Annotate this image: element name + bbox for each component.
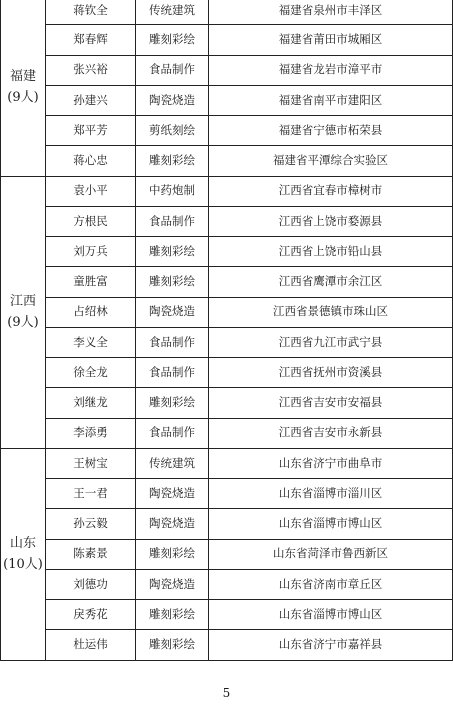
craft-cell: 传统建筑 <box>136 448 209 478</box>
place-cell: 福建省南平市建阳区 <box>209 85 453 115</box>
craft-cell: 剪纸刻绘 <box>136 116 209 146</box>
table-row <box>1 267 453 297</box>
place-cell: 江西省鹰潭市余江区 <box>209 267 453 297</box>
name-cell: 袁小平 <box>46 176 136 206</box>
craft-cell: 雕刻彩绘 <box>136 600 209 630</box>
name-cell: 徐全龙 <box>46 358 136 388</box>
table-row <box>1 25 453 55</box>
place-cell: 江西省九江市武宁县 <box>209 327 453 357</box>
craft-cell: 陶瓷烧造 <box>136 569 209 599</box>
table-row <box>1 0 453 25</box>
table-row <box>1 539 453 569</box>
place-cell: 山东省淄博市博山区 <box>209 509 453 539</box>
table-row <box>1 237 453 267</box>
craft-cell: 传统建筑 <box>136 0 209 25</box>
craft-cell: 中药炮制 <box>136 176 209 206</box>
page-number: 5 <box>222 686 231 700</box>
name-cell: 陈素景 <box>46 539 136 569</box>
place-cell: 福建省莆田市城厢区 <box>209 25 453 55</box>
place-cell: 江西省宜春市樟树市 <box>209 176 453 206</box>
table-row <box>1 176 453 206</box>
province-cell <box>1 0 46 176</box>
name-cell: 占绍林 <box>46 297 136 327</box>
name-cell: 刘德功 <box>46 569 136 599</box>
province-count: (9人) <box>7 89 39 105</box>
name-cell: 蒋心忠 <box>46 146 136 176</box>
craft-cell: 食品制作 <box>136 327 209 357</box>
place-cell: 江西省吉安市永新县 <box>209 418 453 448</box>
craft-cell: 雕刻彩绘 <box>136 25 209 55</box>
craft-cell: 雕刻彩绘 <box>136 267 209 297</box>
name-cell: 李添勇 <box>46 418 136 448</box>
table-row <box>1 448 453 478</box>
craft-cell: 雕刻彩绘 <box>136 237 209 267</box>
table-row <box>1 146 453 176</box>
place-cell: 福建省平潭综合实验区 <box>209 146 453 176</box>
place-cell: 山东省淄博市淄川区 <box>209 479 453 509</box>
place-cell: 山东省菏泽市鲁西新区 <box>209 539 453 569</box>
name-cell: 李义全 <box>46 327 136 357</box>
craft-cell: 陶瓷烧造 <box>136 509 209 539</box>
craft-cell: 雕刻彩绘 <box>136 630 209 660</box>
province-name: 福建 <box>9 68 36 84</box>
table-row <box>1 206 453 236</box>
table-row <box>1 630 453 660</box>
province-cell <box>1 176 46 448</box>
name-cell: 戾秀花 <box>46 600 136 630</box>
name-cell: 张兴裕 <box>46 55 136 85</box>
place-cell: 山东省济南市章丘区 <box>209 569 453 599</box>
name-cell: 童胜富 <box>46 267 136 297</box>
province-count: (10人) <box>3 557 43 573</box>
table-row <box>1 297 453 327</box>
name-cell: 蒋钦全 <box>46 0 136 25</box>
name-cell: 杜运伟 <box>46 630 136 660</box>
name-cell: 孙云毅 <box>46 509 136 539</box>
province-count: (9人) <box>7 315 39 331</box>
craft-cell: 陶瓷烧造 <box>136 297 209 327</box>
craft-cell: 陶瓷烧造 <box>136 479 209 509</box>
name-cell: 刘万兵 <box>46 237 136 267</box>
place-cell: 江西省吉安市安福县 <box>209 388 453 418</box>
name-cell: 郑春辉 <box>46 25 136 55</box>
place-cell: 江西省上饶市婺源县 <box>209 206 453 236</box>
name-cell: 王一君 <box>46 479 136 509</box>
table-row <box>1 479 453 509</box>
craft-cell: 雕刻彩绘 <box>136 388 209 418</box>
table-row <box>1 509 453 539</box>
table-row <box>1 55 453 85</box>
place-cell: 江西省景德镇市珠山区 <box>209 297 453 327</box>
table-row <box>1 116 453 146</box>
name-cell: 方根民 <box>46 206 136 236</box>
craft-cell: 食品制作 <box>136 206 209 236</box>
table-row <box>1 600 453 630</box>
table-row <box>1 569 453 599</box>
name-cell: 孙建兴 <box>46 85 136 115</box>
table-row <box>1 358 453 388</box>
craft-cell: 雕刻彩绘 <box>136 539 209 569</box>
place-cell: 福建省宁德市柘荣县 <box>209 116 453 146</box>
place-cell: 江西省抚州市资溪县 <box>209 358 453 388</box>
name-cell: 郑平芳 <box>46 116 136 146</box>
name-cell: 刘继龙 <box>46 388 136 418</box>
province-name: 山东 <box>9 536 36 552</box>
table-row <box>1 388 453 418</box>
craft-cell: 雕刻彩绘 <box>136 146 209 176</box>
place-cell: 江西省上饶市铅山县 <box>209 237 453 267</box>
province-name: 江西 <box>9 294 36 310</box>
place-cell: 山东省淄博市博山区 <box>209 600 453 630</box>
table-row <box>1 85 453 115</box>
craft-cell: 食品制作 <box>136 358 209 388</box>
craft-cell: 食品制作 <box>136 55 209 85</box>
place-cell: 福建省龙岩市漳平市 <box>209 55 453 85</box>
table-row <box>1 327 453 357</box>
name-cell: 王树宝 <box>46 448 136 478</box>
craft-cell: 陶瓷烧造 <box>136 85 209 115</box>
table-row <box>1 418 453 448</box>
craft-cell: 食品制作 <box>136 418 209 448</box>
place-cell: 山东省济宁市曲阜市 <box>209 448 453 478</box>
place-cell: 福建省泉州市丰泽区 <box>209 0 453 25</box>
place-cell: 山东省济宁市嘉祥县 <box>209 630 453 660</box>
province-cell <box>1 448 46 660</box>
